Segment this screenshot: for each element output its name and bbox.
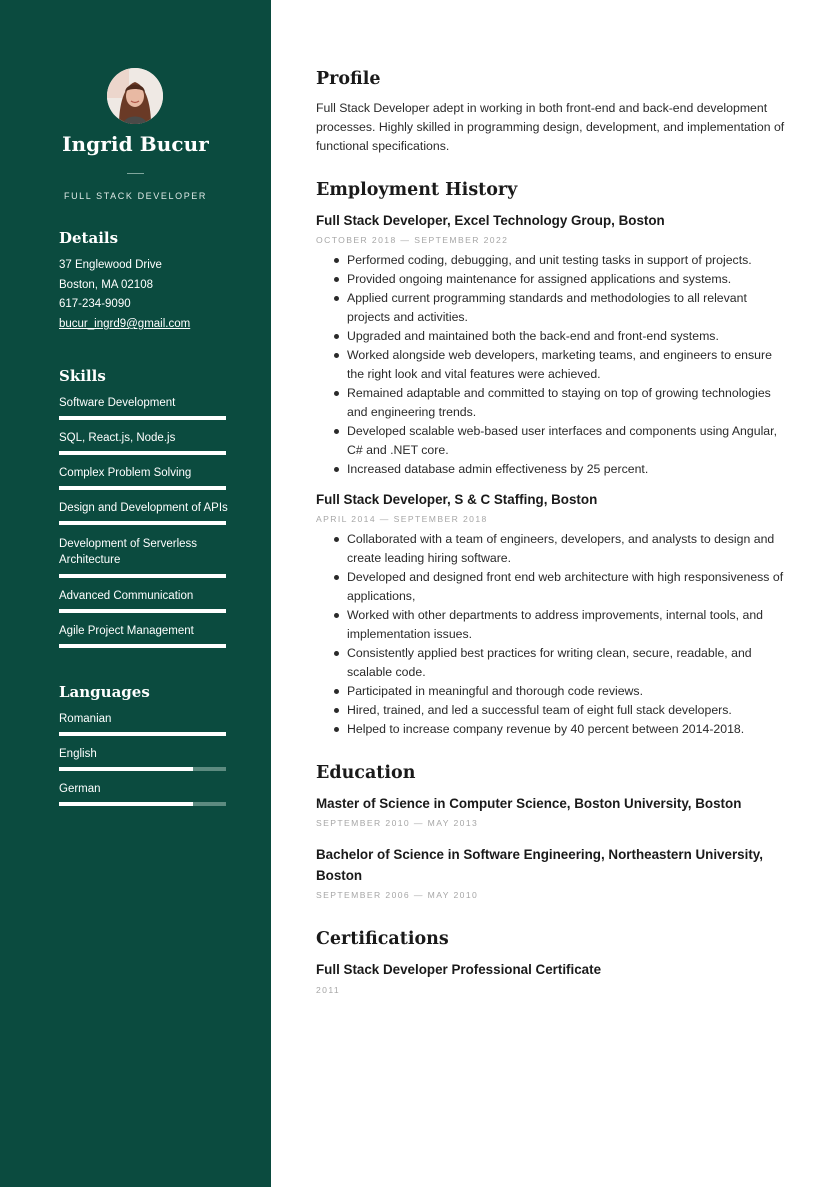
skill-level-fill <box>59 644 226 648</box>
education-dates: SEPTEMBER 2010 — MAY 2013 <box>316 818 479 828</box>
job-bullet <box>316 568 786 606</box>
job-title: Full Stack Developer, S & C Staffing, Boston <box>316 492 598 507</box>
email-link[interactable]: bucur_ingrd9@gmail.com <box>59 318 191 330</box>
skill-level-fill <box>59 521 226 525</box>
address-line1: 37 Englewood Drive <box>59 259 162 271</box>
skill-level-bar <box>59 486 226 490</box>
job-bullet <box>316 270 786 289</box>
job-bullet <box>316 327 786 346</box>
candidate-name: Ingrid Bucur <box>62 132 209 156</box>
job-dates: APRIL 2014 — SEPTEMBER 2018 <box>316 514 488 524</box>
bullet-text: Worked with other departments to address improvements, internal tools, and implementation issues. <box>347 608 764 641</box>
job-bullet <box>316 289 786 327</box>
employment-heading: Employment History <box>316 180 518 200</box>
certification-title: Full Stack Developer Professional Certificate <box>316 962 602 977</box>
bullet-icon <box>334 296 339 301</box>
education-title: Master of Science in Computer Science, Boston University, Boston <box>316 796 742 811</box>
profile-summary: Full Stack Developer adept in working in both front-end and back-end development processes. Highly skilled in programming design, development, and implementation of functional specifications. <box>316 101 785 153</box>
skill-level-bar <box>59 416 226 420</box>
job-bullet <box>316 720 786 739</box>
job-bullet <box>316 422 786 460</box>
bullet-text: Provided ongoing maintenance for assigned applications and systems. <box>347 272 732 286</box>
bullet-icon <box>334 334 339 339</box>
profile-photo-image <box>107 68 163 124</box>
address-line2: Boston, MA 02108 <box>59 279 153 291</box>
skill-level-bar <box>59 609 226 613</box>
phone-number: 617-234-9090 <box>59 298 131 310</box>
bullet-text: Consistently applied best practices for writing clean, secure, readable, and scalable code. <box>347 646 752 679</box>
job-bullet <box>316 644 786 682</box>
bullet-icon <box>334 429 339 434</box>
skill-label: Agile Project Management <box>59 625 194 637</box>
skill-label: Development of Serverless Architecture <box>59 538 198 566</box>
skill-level-bar <box>59 521 226 525</box>
skill-level-bar <box>59 644 226 648</box>
language-label: English <box>59 748 97 760</box>
bullet-icon <box>334 708 339 713</box>
job-bullet <box>316 682 786 701</box>
certifications-heading: Certifications <box>316 929 449 949</box>
skill-level-fill <box>59 486 226 490</box>
skill-level-bar <box>59 574 226 578</box>
job-title: Full Stack Developer, Excel Technology Group, Boston <box>316 213 665 228</box>
profile-heading: Profile <box>316 69 381 89</box>
bullet-icon <box>334 613 339 618</box>
language-level-bar <box>59 802 226 806</box>
skill-label: SQL, React.js, Node.js <box>59 432 176 444</box>
job-bullet <box>316 460 786 479</box>
education-heading: Education <box>316 763 416 783</box>
bullet-icon <box>334 575 339 580</box>
skill-level-fill <box>59 609 226 613</box>
bullet-text: Remained adaptable and committed to staying on top of growing technologies and engineering trends. <box>347 386 771 419</box>
language-level-fill <box>59 732 226 736</box>
skill-level-fill <box>59 416 226 420</box>
certification-date: 2011 <box>316 985 341 995</box>
bullet-icon <box>334 391 339 396</box>
skills-heading: Skills <box>59 367 106 385</box>
bullet-icon <box>334 353 339 358</box>
education-title: Bachelor of Science in Software Engineering, Northeastern University, Boston <box>316 847 763 883</box>
bullet-icon <box>334 277 339 282</box>
bullet-icon <box>334 651 339 656</box>
candidate-job-title: FULL STACK DEVELOPER <box>63 191 208 201</box>
bullet-icon <box>334 258 339 263</box>
language-level-bar <box>59 732 226 736</box>
language-level-fill <box>59 802 193 806</box>
bullet-icon <box>334 689 339 694</box>
education-dates: SEPTEMBER 2006 — MAY 2010 <box>316 890 479 900</box>
bullet-text: Increased database admin effectiveness by 25 percent. <box>347 462 649 476</box>
job-bullet <box>316 346 786 384</box>
job-bullet <box>316 384 786 422</box>
job-bullet-list <box>316 530 786 739</box>
bullet-text: Helped to increase company revenue by 40 percent between 2014-2018. <box>347 722 745 736</box>
bullet-text: Participated in meaningful and thorough code reviews. <box>347 684 643 698</box>
bullet-text: Hired, trained, and led a successful team of eight full stack developers. <box>347 703 732 717</box>
job-bullet-list <box>316 251 786 479</box>
bullet-text: Collaborated with a team of engineers, developers, and analysts to design and create leading hiring software. <box>347 532 775 565</box>
skill-level-bar <box>59 451 226 455</box>
bullet-text: Developed and designed front end web architecture with high responsiveness of applications, <box>347 570 784 603</box>
sidebar <box>0 0 271 1187</box>
skill-label: Advanced Communication <box>59 590 194 602</box>
bullet-text: Performed coding, debugging, and unit testing tasks in support of projects. <box>347 253 752 267</box>
bullet-text: Applied current programming standards and methodologies to all relevant projects and activities. <box>347 291 747 324</box>
language-level-bar <box>59 767 226 771</box>
bullet-text: Developed scalable web-based user interfaces and components using Angular, C# and .NET core. <box>347 424 777 457</box>
skill-label: Software Development <box>59 397 176 409</box>
name-divider <box>127 173 144 174</box>
details-heading: Details <box>59 229 119 247</box>
job-bullet <box>316 530 786 568</box>
job-bullet <box>316 251 786 270</box>
job-dates: OCTOBER 2018 — SEPTEMBER 2022 <box>316 235 509 245</box>
languages-heading: Languages <box>59 683 150 701</box>
skill-label: Complex Problem Solving <box>59 467 192 479</box>
language-label: Romanian <box>59 713 112 725</box>
bullet-icon <box>334 537 339 542</box>
bullet-icon <box>334 727 339 732</box>
language-level-fill <box>59 767 193 771</box>
job-bullet <box>316 606 786 644</box>
skill-level-fill <box>59 574 226 578</box>
bullet-text: Worked alongside web developers, marketing teams, and engineers to ensure the right look and vital features were achieved. <box>347 348 772 381</box>
language-label: German <box>59 783 101 795</box>
profile-photo <box>107 68 163 124</box>
skill-level-fill <box>59 451 226 455</box>
skill-label: Design and Development of APIs <box>59 502 228 514</box>
bullet-text: Upgraded and maintained both the back-end and front-end systems. <box>347 329 719 343</box>
job-bullet <box>316 701 786 720</box>
bullet-icon <box>334 467 339 472</box>
